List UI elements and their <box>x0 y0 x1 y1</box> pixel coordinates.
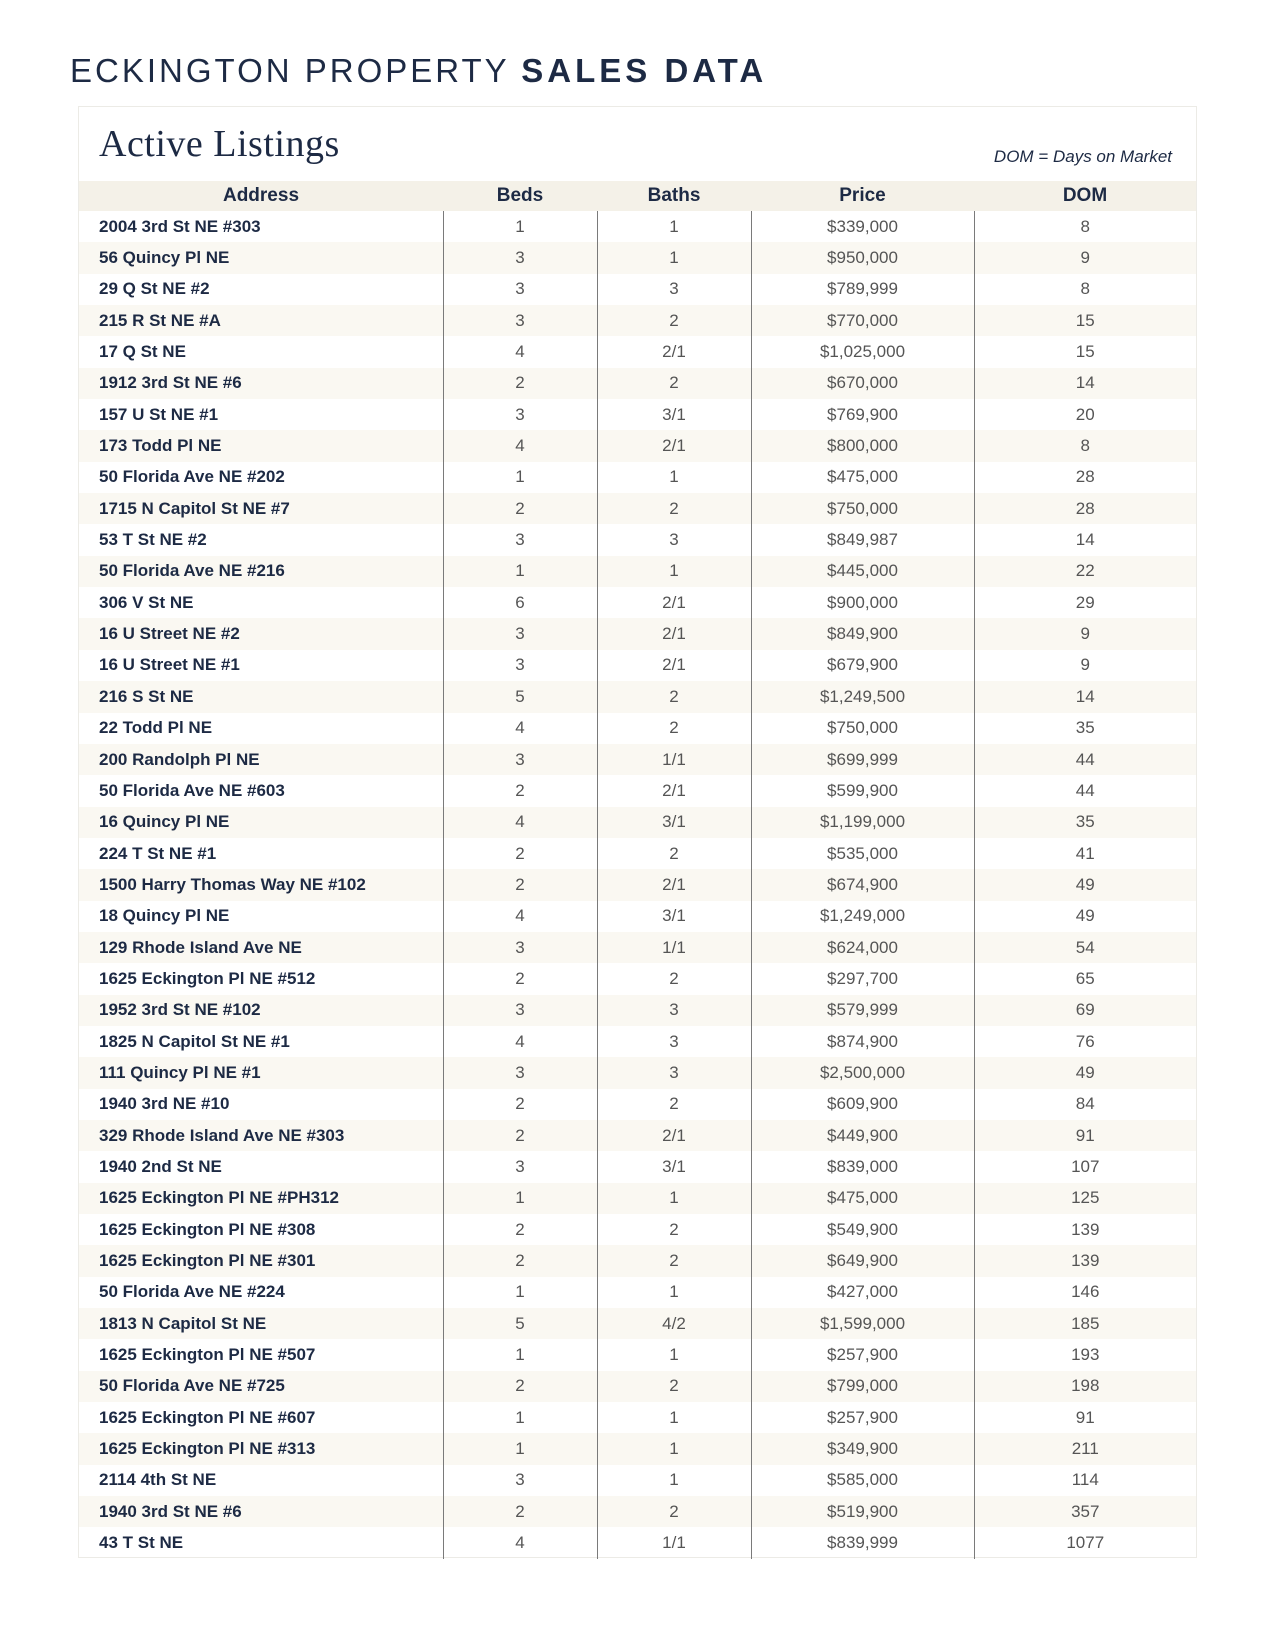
cell-dom: 211 <box>974 1433 1196 1464</box>
cell-address: 43 T St NE <box>99 1533 184 1553</box>
column-header-price: Price <box>751 181 974 211</box>
cell-beds: 3 <box>443 618 597 649</box>
cell-address: 16 Quincy Pl NE <box>79 807 443 838</box>
table-row <box>79 430 1196 461</box>
cell-dom: 14 <box>974 368 1196 399</box>
cell-beds: 1 <box>443 211 597 242</box>
cell-price: $624,000 <box>751 932 974 963</box>
cell-dom: 49 <box>974 869 1196 900</box>
cell-beds: 3 <box>443 242 597 273</box>
cell-price: $649,900 <box>751 1245 974 1276</box>
cell-address: 1625 Eckington Pl NE #308 <box>99 1219 316 1239</box>
cell-price: $839,000 <box>751 1151 974 1182</box>
cell-dom: 54 <box>974 932 1196 963</box>
cell-address: 50 Florida Ave NE #216 <box>79 556 443 587</box>
cell-address: 50 Florida Ave NE #224 <box>99 1282 285 1302</box>
table-row <box>79 1151 1196 1182</box>
cell-baths: 2 <box>597 1089 751 1120</box>
cell-beds: 5 <box>443 681 597 712</box>
cell-beds: 6 <box>443 587 597 618</box>
cell-address: 18 Quincy Pl NE <box>99 906 230 926</box>
cell-price: $1,249,000 <box>751 901 974 932</box>
cell-price: $800,000 <box>751 430 974 461</box>
cell-baths: 2 <box>597 493 751 524</box>
cell-dom: 20 <box>974 399 1196 430</box>
cell-price: $799,000 <box>751 1371 974 1402</box>
table-row <box>79 336 1196 367</box>
cell-dom: 44 <box>974 744 1196 775</box>
cell-address: 1625 Eckington Pl NE #607 <box>99 1407 316 1427</box>
cell-baths: 1/1 <box>597 744 751 775</box>
cell-price: $1,025,000 <box>751 336 974 367</box>
table-row <box>79 587 1196 618</box>
cell-baths: 1 <box>597 556 751 587</box>
cell-dom: 84 <box>974 1089 1196 1120</box>
cell-address: 1500 Harry Thomas Way NE #102 <box>79 869 443 900</box>
cell-beds: 4 <box>443 713 597 744</box>
cell-address: 56 Quincy Pl NE <box>79 242 443 273</box>
cell-dom: 146 <box>974 1277 1196 1308</box>
table-row <box>79 1308 1196 1339</box>
cell-beds: 3 <box>443 995 597 1026</box>
cell-baths: 2 <box>597 838 751 869</box>
cell-dom: 44 <box>974 775 1196 806</box>
table-row <box>79 305 1196 336</box>
cell-dom: 49 <box>974 901 1196 932</box>
table-row <box>79 1214 1196 1245</box>
table-row <box>79 211 1196 242</box>
cell-price: $599,900 <box>751 775 974 806</box>
cell-address: 1715 N Capitol St NE #7 <box>79 493 443 524</box>
cell-baths: 1 <box>597 1433 751 1464</box>
table-row <box>79 524 1196 555</box>
cell-address: 1825 N Capitol St NE #1 <box>99 1031 290 1051</box>
cell-beds: 2 <box>443 1089 597 1120</box>
cell-baths: 1 <box>597 1465 751 1496</box>
table-row <box>79 1496 1196 1527</box>
cell-beds: 4 <box>443 336 597 367</box>
cell-baths: 2 <box>597 963 751 994</box>
cell-price: $475,000 <box>751 462 974 493</box>
cell-dom: 28 <box>974 462 1196 493</box>
cell-baths: 2/1 <box>597 430 751 461</box>
cell-address: 1940 3rd St NE #6 <box>79 1496 443 1527</box>
cell-beds: 5 <box>443 1308 597 1339</box>
cell-price: $849,900 <box>751 618 974 649</box>
cell-address: 2114 4th St NE <box>99 1470 217 1490</box>
cell-baths: 1/1 <box>597 932 751 963</box>
cell-price: $427,000 <box>751 1277 974 1308</box>
cell-beds: 2 <box>443 1496 597 1527</box>
cell-baths: 1 <box>597 1402 751 1433</box>
cell-beds: 2 <box>443 1214 597 1245</box>
table-row <box>79 1465 1196 1496</box>
cell-address: 173 Todd Pl NE <box>79 430 443 461</box>
cell-address: 306 V St NE <box>99 592 194 612</box>
cell-dom: 8 <box>974 274 1196 305</box>
cell-price: $750,000 <box>751 493 974 524</box>
table-row <box>79 995 1196 1026</box>
cell-beds: 1 <box>443 1277 597 1308</box>
cell-price: $900,000 <box>751 587 974 618</box>
cell-baths: 3/1 <box>597 901 751 932</box>
cell-price: $519,900 <box>751 1496 974 1527</box>
cell-beds: 2 <box>443 838 597 869</box>
cell-dom: 125 <box>974 1183 1196 1214</box>
page-title <box>70 52 767 90</box>
cell-price: $535,000 <box>751 838 974 869</box>
cell-beds: 2 <box>443 869 597 900</box>
cell-dom: 1077 <box>974 1527 1196 1558</box>
cell-address: 1625 Eckington Pl NE #313 <box>79 1433 443 1464</box>
cell-baths: 2 <box>597 713 751 744</box>
cell-address: 1940 2nd St NE <box>99 1156 222 1176</box>
cell-baths: 3/1 <box>597 399 751 430</box>
cell-price: $585,000 <box>751 1465 974 1496</box>
cell-price: $839,999 <box>751 1527 974 1558</box>
cell-beds: 3 <box>443 932 597 963</box>
cell-beds: 4 <box>443 430 597 461</box>
cell-baths: 3/1 <box>597 1151 751 1182</box>
page-title-bold: SALES DATA <box>521 52 768 89</box>
cell-address: 16 U Street NE #2 <box>79 618 443 649</box>
table-row <box>79 1245 1196 1276</box>
cell-beds: 1 <box>443 1402 597 1433</box>
table-row <box>79 618 1196 649</box>
cell-baths: 1 <box>597 1183 751 1214</box>
cell-dom: 15 <box>974 336 1196 367</box>
cell-price: $445,000 <box>751 556 974 587</box>
cell-beds: 4 <box>443 1026 597 1057</box>
cell-price: $699,999 <box>751 744 974 775</box>
cell-price: $874,900 <box>751 1026 974 1057</box>
cell-baths: 1 <box>597 1277 751 1308</box>
cell-price: $789,999 <box>751 274 974 305</box>
cell-dom: 41 <box>974 838 1196 869</box>
cell-address: 50 Florida Ave NE #603 <box>99 780 285 800</box>
cell-price: $449,900 <box>751 1120 974 1151</box>
table-row <box>79 807 1196 838</box>
cell-dom: 9 <box>974 618 1196 649</box>
table-row <box>79 399 1196 430</box>
cell-beds: 3 <box>443 274 597 305</box>
cell-beds: 1 <box>443 1183 597 1214</box>
cell-beds: 3 <box>443 1465 597 1496</box>
cell-price: $950,000 <box>751 242 974 273</box>
table-row <box>79 1089 1196 1120</box>
cell-baths: 2 <box>597 305 751 336</box>
cell-baths: 2 <box>597 1214 751 1245</box>
cell-baths: 2/1 <box>597 869 751 900</box>
table-header-row <box>79 181 1196 211</box>
cell-dom: 9 <box>974 242 1196 273</box>
cell-price: $579,999 <box>751 995 974 1026</box>
cell-baths: 2/1 <box>597 587 751 618</box>
cell-dom: 8 <box>974 430 1196 461</box>
table-row <box>79 493 1196 524</box>
cell-price: $549,900 <box>751 1214 974 1245</box>
cell-price: $609,900 <box>751 1089 974 1120</box>
cell-address: 22 Todd Pl NE <box>99 718 213 738</box>
cell-beds: 2 <box>443 775 597 806</box>
cell-address: 1940 3rd NE #10 <box>99 1094 230 1114</box>
cell-address: 29 Q St NE #2 <box>99 279 210 299</box>
cell-beds: 4 <box>443 807 597 838</box>
cell-price: $2,500,000 <box>751 1057 974 1088</box>
cell-beds: 2 <box>443 1371 597 1402</box>
cell-beds: 3 <box>443 650 597 681</box>
cell-price: $257,900 <box>751 1339 974 1370</box>
table-row <box>79 744 1196 775</box>
cell-address: 1625 Eckington Pl NE #507 <box>99 1345 316 1365</box>
cell-address: 215 R St NE #A <box>79 305 443 336</box>
table-row <box>79 963 1196 994</box>
cell-dom: 91 <box>974 1402 1196 1433</box>
cell-price: $257,900 <box>751 1402 974 1433</box>
table-row <box>79 1026 1196 1057</box>
cell-price: $1,249,500 <box>751 681 974 712</box>
cell-dom: 28 <box>974 493 1196 524</box>
table-row <box>79 462 1196 493</box>
cell-dom: 139 <box>974 1214 1196 1245</box>
cell-price: $750,000 <box>751 713 974 744</box>
cell-beds: 2 <box>443 963 597 994</box>
cell-baths: 1 <box>597 211 751 242</box>
table-row <box>79 556 1196 587</box>
cell-baths: 2/1 <box>597 650 751 681</box>
table-row <box>79 1339 1196 1370</box>
cell-dom: 114 <box>974 1465 1196 1496</box>
table-row <box>79 1433 1196 1464</box>
cell-address: 53 T St NE #2 <box>99 530 207 550</box>
cell-beds: 2 <box>443 493 597 524</box>
table-row <box>79 1277 1196 1308</box>
cell-baths: 3 <box>597 274 751 305</box>
cell-beds: 4 <box>443 901 597 932</box>
cell-dom: 8 <box>974 211 1196 242</box>
cell-baths: 2/1 <box>597 336 751 367</box>
cell-baths: 3/1 <box>597 807 751 838</box>
cell-beds: 1 <box>443 556 597 587</box>
cell-price: $339,000 <box>751 211 974 242</box>
cell-beds: 3 <box>443 305 597 336</box>
cell-baths: 2/1 <box>597 618 751 649</box>
cell-price: $349,900 <box>751 1433 974 1464</box>
cell-dom: 185 <box>974 1308 1196 1339</box>
cell-baths: 1/1 <box>597 1527 751 1558</box>
table-row <box>79 1183 1196 1214</box>
cell-address: 224 T St NE #1 <box>99 843 217 863</box>
column-header-address: Address <box>79 181 443 211</box>
cell-dom: 15 <box>974 305 1196 336</box>
cell-baths: 1 <box>597 242 751 273</box>
cell-beds: 1 <box>443 1339 597 1370</box>
cell-beds: 2 <box>443 368 597 399</box>
column-header-beds: Beds <box>443 181 597 211</box>
table-row <box>79 1057 1196 1088</box>
cell-dom: 91 <box>974 1120 1196 1151</box>
cell-beds: 2 <box>443 1120 597 1151</box>
table-row <box>79 242 1196 273</box>
active-listings-card <box>78 106 1197 1558</box>
table-row <box>79 838 1196 869</box>
table-row <box>79 932 1196 963</box>
cell-price: $297,700 <box>751 963 974 994</box>
cell-baths: 3 <box>597 1026 751 1057</box>
cell-address: 2004 3rd St NE #303 <box>99 216 261 236</box>
table-row <box>79 775 1196 806</box>
cell-address: 50 Florida Ave NE #202 <box>99 467 285 487</box>
cell-dom: 9 <box>974 650 1196 681</box>
table-row <box>79 650 1196 681</box>
cell-address: 1952 3rd St NE #102 <box>79 995 443 1026</box>
cell-address: 200 Randolph Pl NE <box>79 744 443 775</box>
cell-baths: 2 <box>597 1371 751 1402</box>
cell-beds: 2 <box>443 1245 597 1276</box>
cell-beds: 3 <box>443 524 597 555</box>
cell-price: $674,900 <box>751 869 974 900</box>
cell-beds: 4 <box>443 1527 597 1558</box>
cell-dom: 107 <box>974 1151 1196 1182</box>
cell-beds: 1 <box>443 1433 597 1464</box>
cell-dom: 22 <box>974 556 1196 587</box>
table-row <box>79 869 1196 900</box>
cell-baths: 3 <box>597 1057 751 1088</box>
table-row <box>79 1120 1196 1151</box>
cell-dom: 139 <box>974 1245 1196 1276</box>
cell-dom: 14 <box>974 681 1196 712</box>
cell-beds: 3 <box>443 399 597 430</box>
table-row <box>79 713 1196 744</box>
cell-price: $769,900 <box>751 399 974 430</box>
table-row <box>79 681 1196 712</box>
cell-address: 50 Florida Ave NE #725 <box>79 1371 443 1402</box>
cell-address: 129 Rhode Island Ave NE <box>79 932 443 963</box>
cell-baths: 2 <box>597 681 751 712</box>
cell-address: 17 Q St NE <box>99 342 186 362</box>
cell-baths: 3 <box>597 524 751 555</box>
cell-dom: 14 <box>974 524 1196 555</box>
cell-price: $770,000 <box>751 305 974 336</box>
cell-beds: 3 <box>443 744 597 775</box>
cell-address: 329 Rhode Island Ave NE #303 <box>79 1120 443 1151</box>
cell-dom: 76 <box>974 1026 1196 1057</box>
table-row <box>79 274 1196 305</box>
column-header-dom: DOM <box>974 181 1196 211</box>
page-title-light: ECKINGTON PROPERTY <box>70 52 510 89</box>
cell-dom: 29 <box>974 587 1196 618</box>
cell-address: 111 Quincy Pl NE #1 <box>79 1057 443 1088</box>
cell-beds: 3 <box>443 1151 597 1182</box>
cell-baths: 2/1 <box>597 1120 751 1151</box>
table-row <box>79 1402 1196 1433</box>
cell-price: $475,000 <box>751 1183 974 1214</box>
section-title: Active Listings <box>99 123 340 165</box>
cell-baths: 2/1 <box>597 775 751 806</box>
cell-address: 157 U St NE #1 <box>99 404 219 424</box>
cell-dom: 69 <box>974 995 1196 1026</box>
cell-beds: 3 <box>443 1057 597 1088</box>
cell-address: 1813 N Capitol St NE <box>79 1308 443 1339</box>
cell-dom: 49 <box>974 1057 1196 1088</box>
cell-price: $1,199,000 <box>751 807 974 838</box>
cell-baths: 4/2 <box>597 1308 751 1339</box>
cell-price: $679,900 <box>751 650 974 681</box>
cell-beds: 1 <box>443 462 597 493</box>
cell-baths: 1 <box>597 1339 751 1370</box>
cell-baths: 2 <box>597 1496 751 1527</box>
cell-dom: 193 <box>974 1339 1196 1370</box>
cell-baths: 3 <box>597 995 751 1026</box>
listings-table <box>79 181 1196 1559</box>
table-row <box>79 1527 1196 1558</box>
cell-dom: 198 <box>974 1371 1196 1402</box>
cell-dom: 357 <box>974 1496 1196 1527</box>
cell-baths: 1 <box>597 462 751 493</box>
dom-legend-note: DOM = Days on Market <box>993 147 1172 166</box>
cell-price: $849,987 <box>751 524 974 555</box>
cell-dom: 65 <box>974 963 1196 994</box>
cell-address: 216 S St NE <box>79 681 443 712</box>
cell-price: $670,000 <box>751 368 974 399</box>
cell-address: 1625 Eckington Pl NE #PH312 <box>79 1183 443 1214</box>
cell-baths: 2 <box>597 368 751 399</box>
cell-dom: 35 <box>974 713 1196 744</box>
table-row <box>79 368 1196 399</box>
cell-address: 1912 3rd St NE #6 <box>79 368 443 399</box>
cell-dom: 35 <box>974 807 1196 838</box>
cell-address: 16 U Street NE #1 <box>99 655 240 675</box>
cell-baths: 2 <box>597 1245 751 1276</box>
cell-address: 1625 Eckington Pl NE #301 <box>79 1245 443 1276</box>
column-header-baths: Baths <box>597 181 751 211</box>
table-row <box>79 901 1196 932</box>
cell-address: 1625 Eckington Pl NE #512 <box>99 968 316 988</box>
cell-price: $1,599,000 <box>751 1308 974 1339</box>
table-row <box>79 1371 1196 1402</box>
